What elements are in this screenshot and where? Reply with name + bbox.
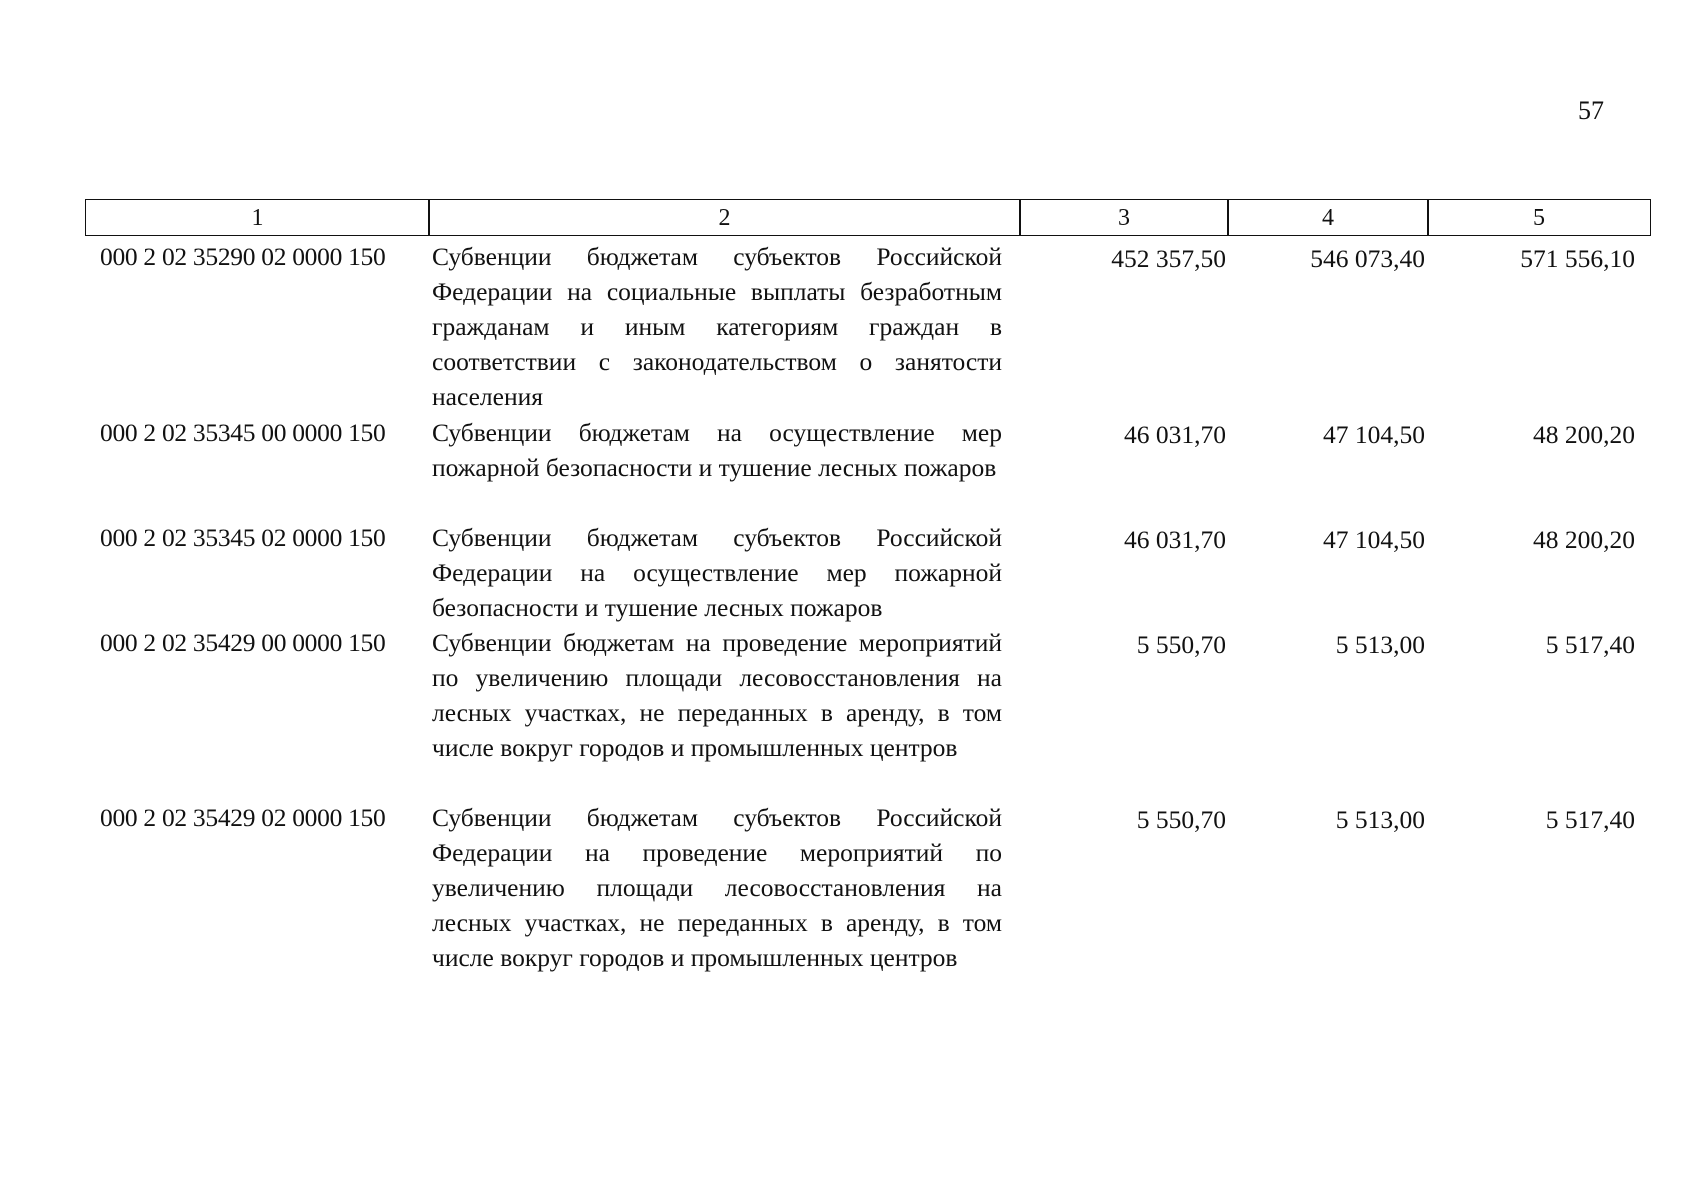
row-value-col5: 5 517,40: [1545, 805, 1635, 834]
row-value-col5: 571 556,10: [1520, 244, 1635, 273]
row-value-col3: 5 550,70: [1136, 630, 1226, 659]
header-cell-1: 1: [85, 199, 430, 236]
row-description: Субвенции бюджетам субъектов Российской Федерации на проведение мероприятий по увеличению площади лесовосстановления на лесных участках, не переданных в аренду, в том числе вокруг городов и промышленных центров: [432, 803, 1002, 972]
header-cell-3: 3: [1019, 199, 1229, 236]
row-value-col4: 47 104,50: [1323, 525, 1425, 554]
row-value-col3: 452 357,50: [1111, 244, 1226, 273]
row-code: 000 2 02 35429 00 0000 150: [100, 628, 386, 657]
row-value-col3: 46 031,70: [1124, 420, 1226, 449]
row-value-col5: 5 517,40: [1545, 630, 1635, 659]
row-value-col4: 5 513,00: [1335, 805, 1425, 834]
row-description: Субвенции бюджетам субъектов Российской Федерации на социальные выплаты безработным гражданам и иным категориям граждан в соответствии с законодательством о занятости населения: [432, 242, 1002, 411]
row-code: 000 2 02 35345 02 0000 150: [100, 523, 386, 552]
row-description: Субвенции бюджетам на проведение мероприятий по увеличению площади лесовосстановления на лесных участках, не переданных в аренду, в том числе вокруг городов и промышленных центров: [432, 628, 1002, 762]
row-code: 000 2 02 35290 02 0000 150: [100, 242, 386, 271]
header-cell-2: 2: [428, 199, 1021, 236]
row-value-col4: 5 513,00: [1335, 630, 1425, 659]
row-value-col5: 48 200,20: [1533, 420, 1635, 449]
row-description: Субвенции бюджетам субъектов Российской Федерации на осуществление мер пожарной безопасности и тушение лесных пожаров: [432, 523, 1002, 622]
header-cell-4: 4: [1227, 199, 1429, 236]
row-code: 000 2 02 35429 02 0000 150: [100, 803, 386, 832]
page-number: 57: [1578, 96, 1604, 125]
row-code: 000 2 02 35345 00 0000 150: [100, 418, 386, 447]
header-cell-5: 5: [1427, 199, 1651, 236]
row-description: Субвенции бюджетам на осуществление мер пожарной безопасности и тушение лесных пожаров: [432, 418, 1002, 482]
row-value-col4: 47 104,50: [1323, 420, 1425, 449]
row-value-col3: 5 550,70: [1136, 805, 1226, 834]
row-value-col4: 546 073,40: [1310, 244, 1425, 273]
row-value-col5: 48 200,20: [1533, 525, 1635, 554]
row-value-col3: 46 031,70: [1124, 525, 1226, 554]
